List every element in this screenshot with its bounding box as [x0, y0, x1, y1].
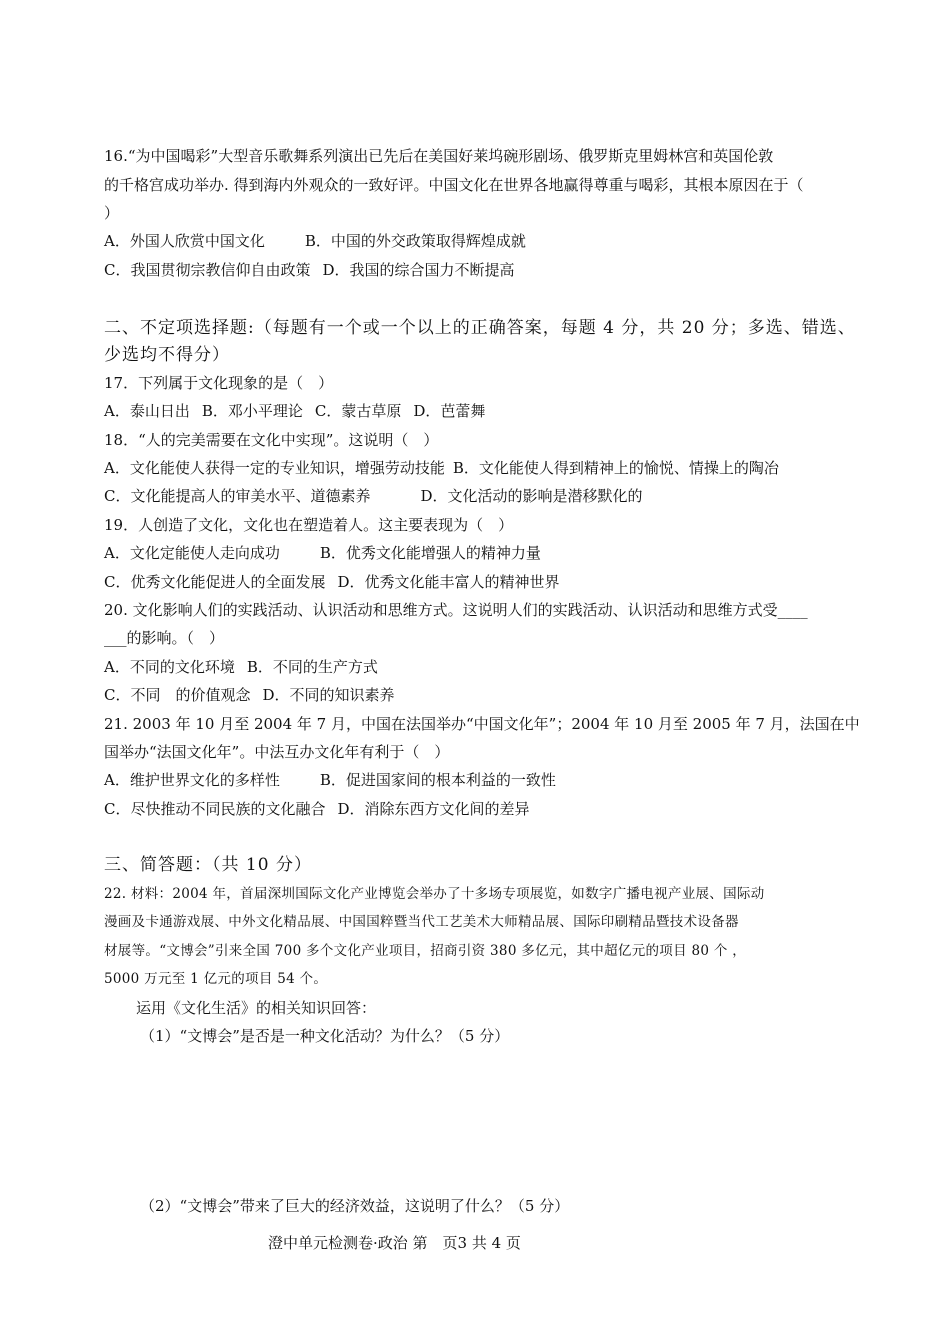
section2-heading-line2: 少选均不得分）	[104, 345, 230, 365]
q17-option-b: B．邓小平理论	[201, 402, 303, 420]
q20-option-d: D．不同的知识素养	[262, 686, 395, 704]
q18-options-row2	[104, 486, 643, 506]
page-footer: 澄中单元检测卷·政治 第 页3 共 4 页	[268, 1234, 521, 1252]
q21-option-c: C．尽快推动不同民族的文化融合	[104, 800, 326, 818]
q21-option-b: B．促进国家间的根本利益的一致性	[319, 771, 556, 789]
q19-options-row1	[104, 543, 541, 563]
q21-stem-line2: 国举办“法国文化年”。中法互办文化年有利于（ ）	[104, 743, 450, 761]
q21-option-a: A．维护世界文化的多样性	[104, 771, 280, 789]
q20-option-c: C．不同 的价值观念	[104, 686, 251, 704]
q22-material-line2: 漫画及卡通游戏展、中外文化精品展、中国国粹暨当代工艺美术大师精品展、国际印刷精品暨技术设备器	[104, 914, 739, 930]
q21-options-row2	[104, 799, 530, 819]
section3-heading: 三、简答题：（共 10 分）	[104, 855, 312, 875]
q16-option-a: A．外国人欣赏中国文化	[104, 232, 265, 250]
q18-stem: 18．“人的完美需要在文化中实现”。这说明（ ）	[104, 431, 439, 449]
q17-option-a: A．泰山日出	[104, 402, 190, 420]
q17-option-c: C．蒙古草原	[314, 402, 402, 420]
q22-subquestion-2: （2）“文博会”带来了巨大的经济效益，这说明了什么？（5 分）	[140, 1197, 570, 1215]
q20-option-b: B．不同的生产方式	[246, 658, 378, 676]
q16-options-row2	[104, 260, 515, 280]
q18-options-row1	[104, 458, 779, 478]
q21-options-row1	[104, 770, 556, 790]
q19-stem: 19．人创造了文化，文化也在塑造着人。这主要表现为（ ）	[104, 516, 514, 534]
q16-stem-line2: 的千格宫成功举办. 得到海内外观众的一致好评。中国文化在世界各地赢得尊重与喝彩，其根本原因在于（	[104, 176, 804, 194]
q22-material-line1: 22. 材料：2004 年，首届深圳国际文化产业博览会举办了十多场专项展览，如数字广播电视产业展、国际动	[104, 886, 765, 902]
q21-stem-line1: 21. 2003 年 10 月至 2004 年 7 月，中国在法国举办“中国文化年”；2004 年 10 月至 2005 年 7 月，法国在中	[104, 715, 860, 733]
q16-option-b: B．中国的外交政策取得辉煌成就	[304, 232, 526, 250]
q18-option-a: A．文化能使人获得一定的专业知识，增强劳动技能	[104, 459, 445, 477]
q17-stem: 17．下列属于文化现象的是（ ）	[104, 374, 334, 392]
q19-option-a: A．文化定能使人走向成功	[104, 544, 280, 562]
q17-options-row	[104, 401, 485, 421]
q16-stem-line3: ）	[104, 204, 120, 222]
q20-stem-line2: ___的影响。（ ）	[104, 629, 225, 647]
q19-option-d: D．优秀文化能丰富人的精神世界	[337, 573, 560, 591]
q22-material-line4: 5000 万元至 1 亿元的项目 54 个。	[104, 971, 328, 987]
q20-stem-line1: 20. 文化影响人们的实践活动、认识活动和思维方式。这说明人们的实践活动、认识活动和思维方式受____	[104, 601, 808, 619]
q18-option-c: C．文化能提高人的审美水平、道德素养	[104, 487, 371, 505]
q19-option-b: B．优秀文化能增强人的精神力量	[319, 544, 541, 562]
q16-option-d: D．我国的综合国力不断提高	[322, 261, 515, 279]
q22-instruction: 运用《文化生活》的相关知识回答：	[136, 999, 377, 1017]
q18-option-b: B．文化能使人得到精神上的愉悦、情操上的陶冶	[452, 459, 779, 477]
q16-options-row1	[104, 231, 526, 251]
q21-option-d: D．消除东西方文化间的差异	[337, 800, 530, 818]
q17-option-d: D．芭蕾舞	[413, 402, 486, 420]
q16-option-c: C．我国贯彻宗教信仰自由政策	[104, 261, 311, 279]
q19-option-c: C．优秀文化能促进人的全面发展	[104, 573, 326, 591]
q20-option-a: A．不同的文化环境	[104, 658, 235, 676]
q20-options-row2	[104, 685, 395, 705]
q19-options-row2	[104, 572, 560, 592]
q18-option-d: D．文化活动的影响是潜移默化的	[420, 487, 643, 505]
q16-stem-line1: 16.“为中国喝彩”大型音乐歌舞系列演出已先后在美国好莱坞碗形剧场、俄罗斯克里姆林宫和英国伦敦	[104, 147, 774, 165]
q22-material-line3: 材展等。“文博会”引来全国 700 多个文化产业项目，招商引资 380 多亿元，其中超亿元的项目 80 个 ，	[104, 943, 747, 959]
q22-subquestion-1: （1）“文博会”是否是一种文化活动？为什么？（5 分）	[140, 1027, 510, 1045]
q20-options-row1	[104, 657, 378, 677]
section2-heading-line1: 二、不定项选择题:（每题有一个或一个以上的正确答案，每题 4 分，共 20 分；多选、错选、	[104, 318, 856, 338]
